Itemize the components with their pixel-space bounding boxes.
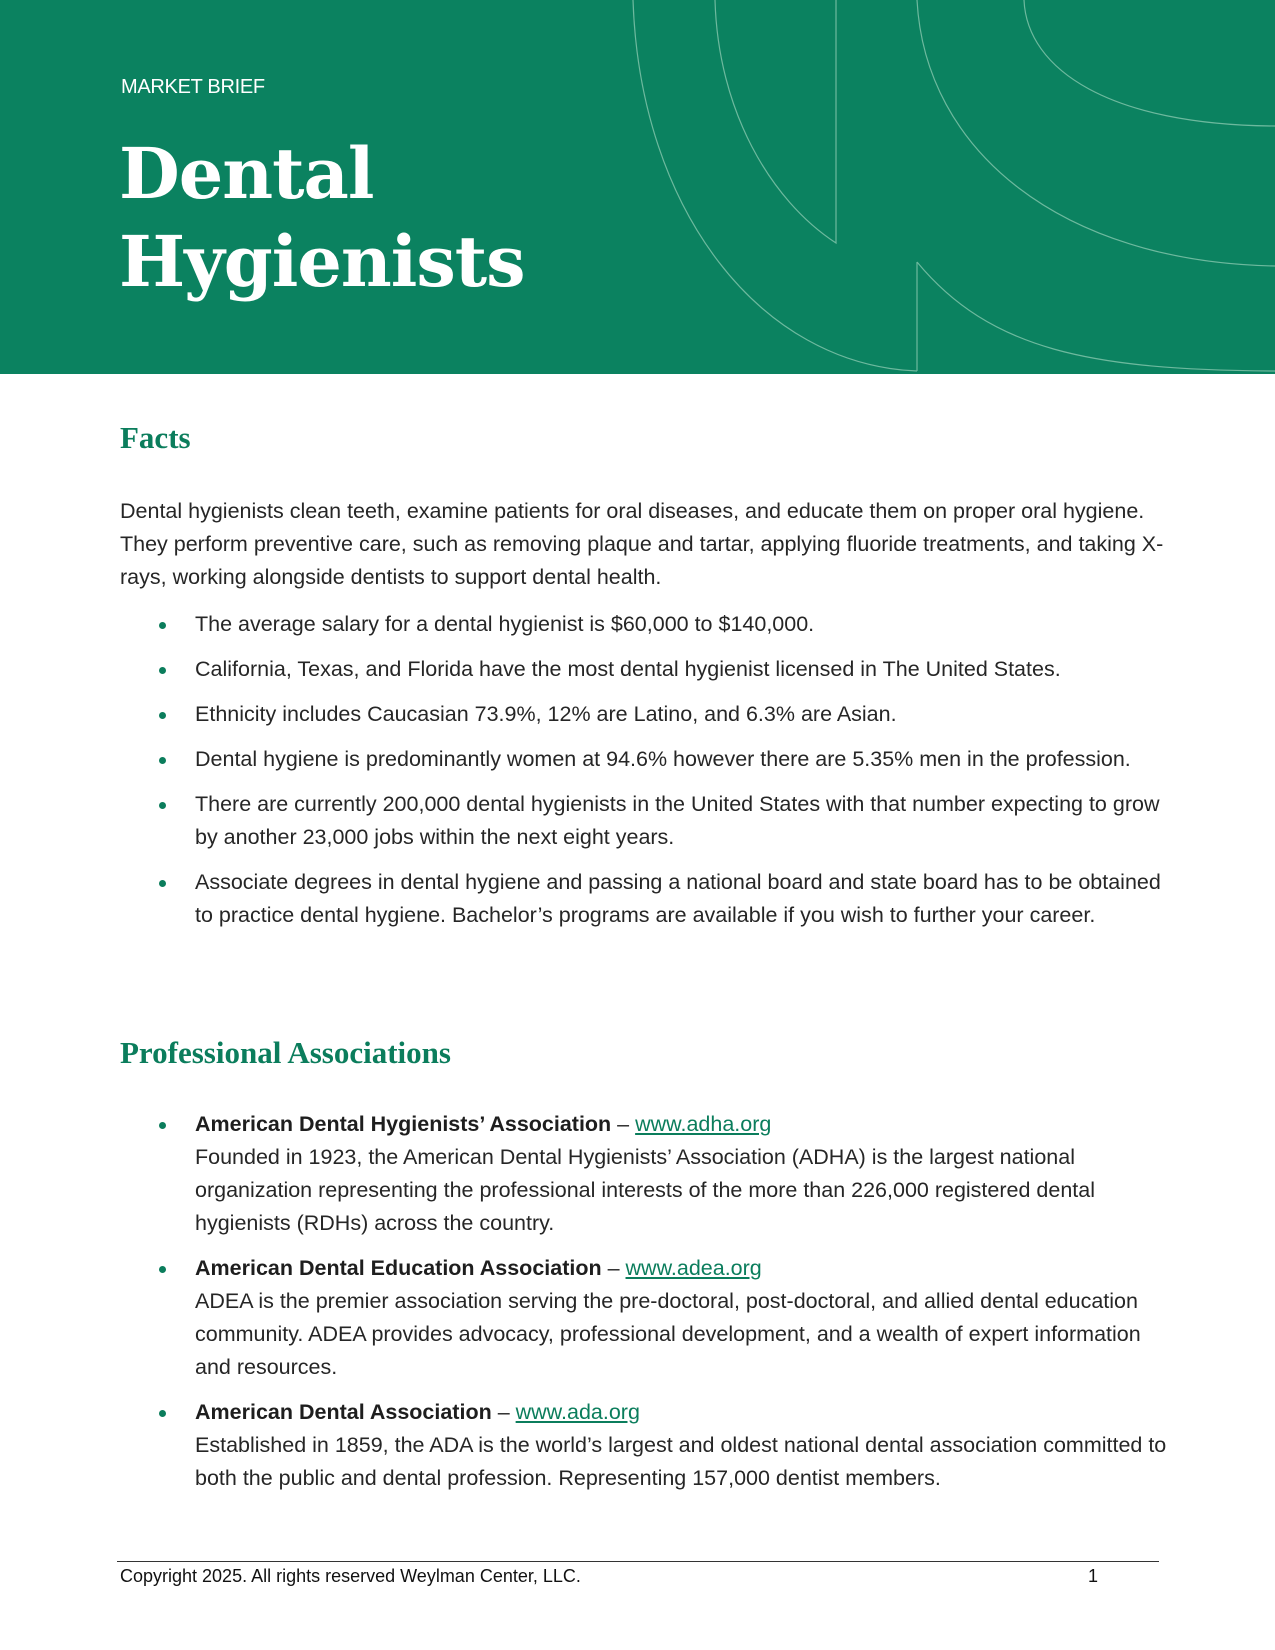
bullet-icon	[159, 802, 166, 809]
separator: –	[491, 1400, 516, 1424]
association-name: American Dental Education Association	[195, 1256, 602, 1280]
fact-text: Ethnicity includes Caucasian 73.9%, 12% are Latino, and 6.3% are Asian.	[195, 702, 897, 726]
association-item	[120, 1396, 1180, 1495]
fact-text: The average salary for a dental hygienist is $60,000 to $140,000.	[195, 612, 815, 636]
bullet-icon	[159, 757, 166, 764]
association-item	[120, 1252, 1180, 1384]
separator: –	[601, 1256, 626, 1280]
facts-heading: Facts	[120, 420, 191, 455]
hero-banner	[0, 0, 1275, 374]
association-name: American Dental Hygienists’ Association	[195, 1112, 612, 1136]
fact-text: Associate degrees in dental hygiene and passing a national board and state board has to be obtained to practice dental hygiene. Bachelor’s programs are available if you wish to further your career.	[195, 870, 1161, 927]
association-name: American Dental Association	[195, 1400, 492, 1424]
footer-copyright: Copyright 2025. All rights reserved Weylman Center, LLC.	[120, 1566, 581, 1586]
page-title	[119, 130, 525, 306]
list-item	[120, 788, 1180, 854]
page-number: 1	[1088, 1566, 1099, 1586]
association-description: Founded in 1923, the American Dental Hygienists’ Association (ADHA) is the largest national organization representing the professional interests of the more than 226,000 registered dental hygienists (RDHs) across the country.	[195, 1145, 1095, 1235]
page-title-line-2: Hygienists	[119, 220, 525, 303]
association-item	[120, 1108, 1180, 1240]
associations-list	[120, 1108, 1180, 1495]
bullet-icon	[159, 1410, 166, 1417]
association-link[interactable]: www.ada.org	[515, 1400, 640, 1424]
list-item	[120, 698, 1180, 731]
association-description: Established in 1859, the ADA is the world’s largest and oldest national dental association committed to both the public and dental profession. Representing 157,000 dentist members.	[195, 1433, 1167, 1490]
bullet-icon	[159, 712, 166, 719]
associations-heading: Professional Associations	[120, 1035, 451, 1070]
page-title-line-1: Dental	[119, 132, 374, 215]
bullet-icon	[159, 667, 166, 674]
fact-text: California, Texas, and Florida have the most dental hygienist licensed in The United States.	[195, 657, 1061, 681]
fact-text: Dental hygiene is predominantly women at 94.6% however there are 5.35% men in the profession.	[195, 747, 1131, 771]
association-link[interactable]: www.adea.org	[625, 1256, 762, 1280]
facts-list	[120, 608, 1180, 932]
footer-divider	[117, 1561, 1159, 1562]
document-type-label: MARKET BRIEF	[121, 76, 265, 98]
bullet-icon	[159, 622, 166, 629]
list-item	[120, 608, 1180, 641]
list-item	[120, 653, 1180, 686]
bullet-icon	[159, 880, 166, 887]
bullet-icon	[159, 1266, 166, 1273]
facts-intro-paragraph: Dental hygienists clean teeth, examine patients for oral diseases, and educate them on proper oral hygiene. They perform preventive care, such as removing plaque and tartar, applying fluoride treatments, and taking X-rays, working alongside dentists to support dental health.	[120, 499, 1164, 589]
list-item	[120, 866, 1180, 932]
list-item	[120, 743, 1180, 776]
bullet-icon	[159, 1122, 166, 1129]
separator: –	[611, 1112, 636, 1136]
fact-text: There are currently 200,000 dental hygienists in the United States with that number expecting to grow by another 23,000 jobs within the next eight years.	[195, 792, 1160, 849]
association-description: ADEA is the premier association serving the pre-doctoral, post-doctoral, and allied dental education community. ADEA provides advocacy, professional development, and a wealth of expert information and resources.	[195, 1289, 1141, 1379]
association-link[interactable]: www.adha.org	[635, 1112, 772, 1136]
